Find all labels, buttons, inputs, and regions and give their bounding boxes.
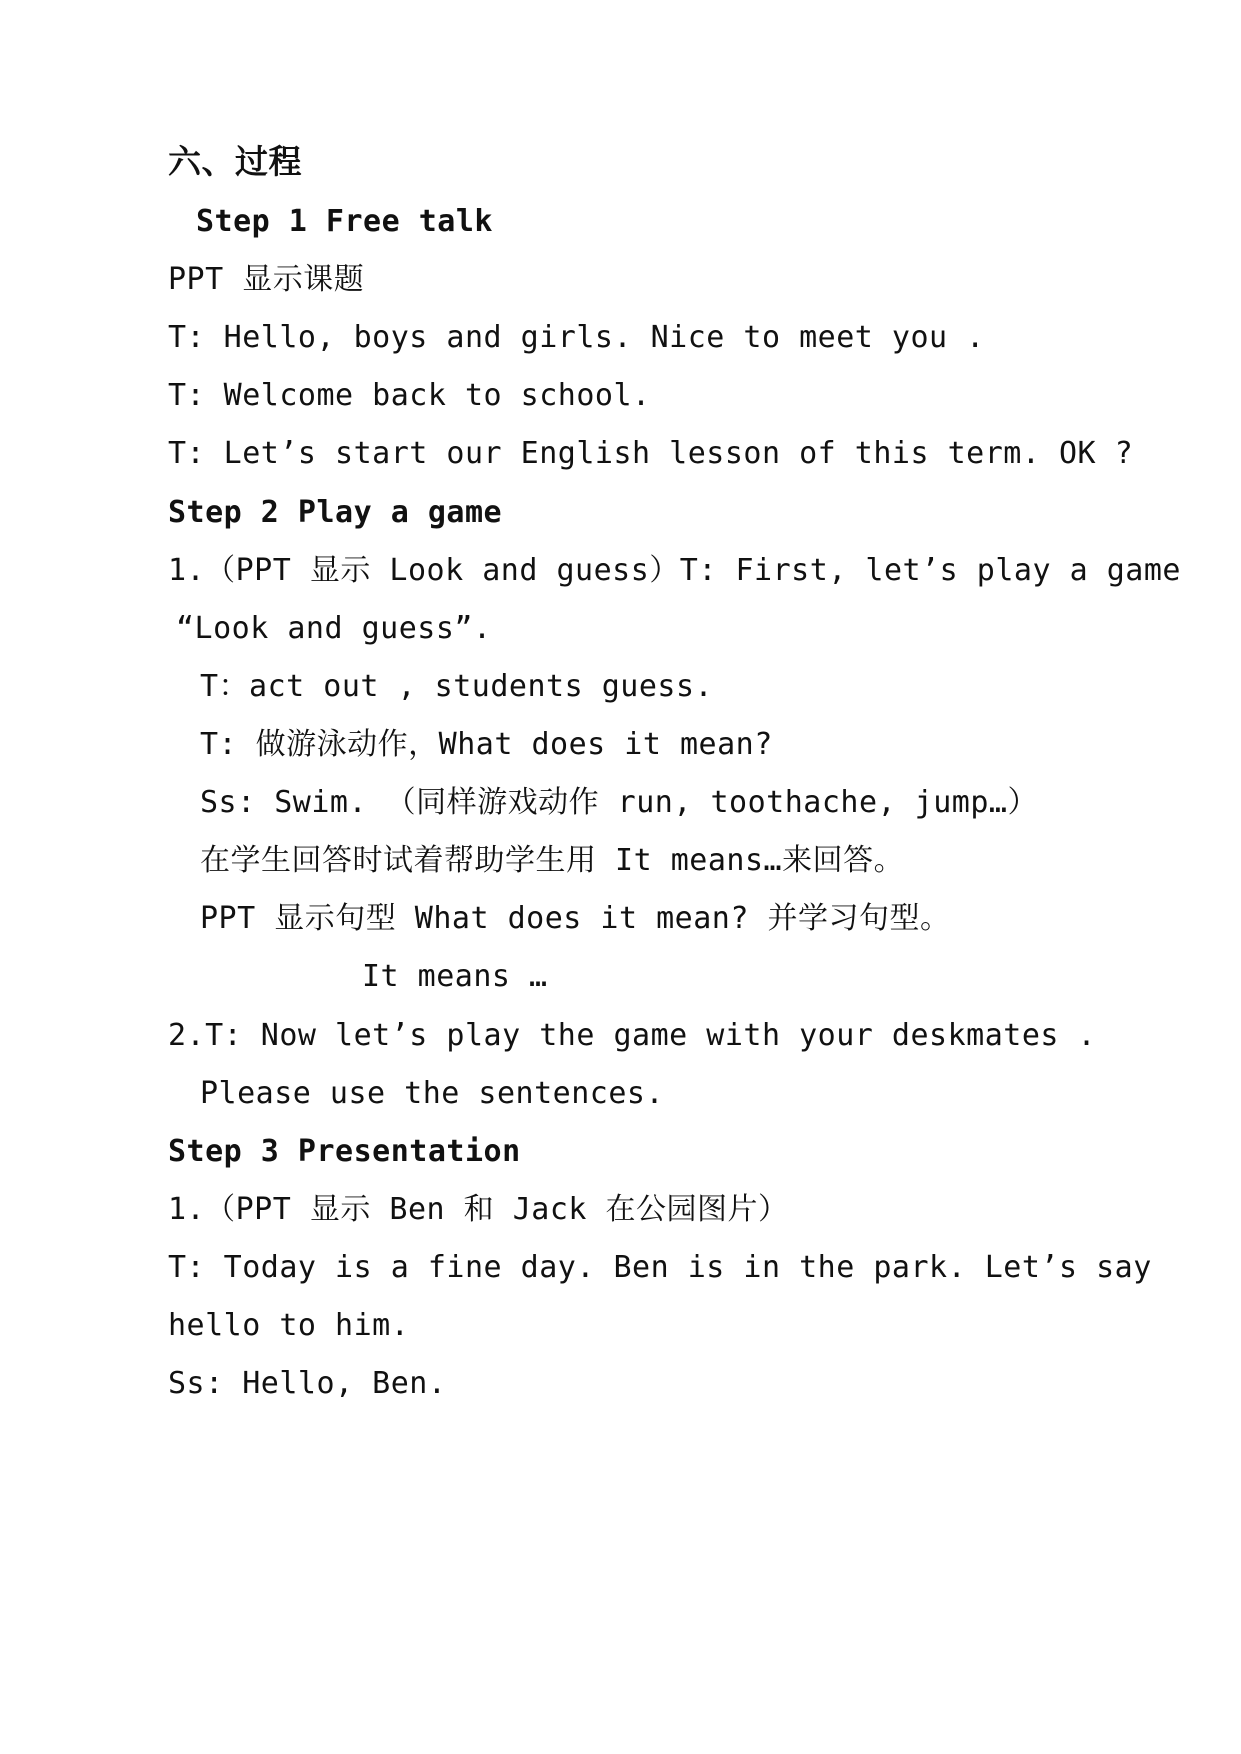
game-2-line-a: 2.T: Now let’s play the game with your deskmates . <box>168 1018 1097 1053</box>
step-2-heading: Step 2 Play a game <box>168 495 503 530</box>
ppt-pattern-line: PPT 显示句型 What does it mean? 并学习句型。 <box>200 901 951 936</box>
act-out-line: T：act out , students guess. <box>200 669 714 704</box>
step-1-heading: Step 1 Free talk <box>196 204 493 239</box>
hello-to-him-line: hello to him. <box>168 1308 410 1343</box>
game-1-line-a: 1.（PPT 显示 Look and guess）T: First, let’s play a game <box>168 553 1181 588</box>
help-answer-line: 在学生回答时试着帮助学生用 It means…来回答。 <box>200 843 905 878</box>
teacher-welcome-line: T: Welcome back to school. <box>168 378 651 413</box>
teacher-hello-line: T: Hello, boys and girls. Nice to meet you . <box>168 320 985 355</box>
section-heading: 六、过程 <box>168 142 302 181</box>
students-swim-line: Ss: Swim. （同样游戏动作 run, toothache, jump…） <box>200 785 1038 820</box>
step-3-heading: Step 3 Presentation <box>168 1134 521 1169</box>
teacher-today-line: T: Today is a fine day. Ben is in the park. Let’s say <box>168 1250 1152 1285</box>
ppt-title-line: PPT 显示课题 <box>168 262 365 297</box>
game-1-line-b: “Look and guess”. <box>176 611 492 646</box>
it-means-line: It means … <box>362 959 548 994</box>
game-2-line-b: Please use the sentences. <box>200 1076 665 1111</box>
presentation-1-line: 1.（PPT 显示 Ben 和 Jack 在公园图片） <box>168 1192 789 1227</box>
students-hello-line: Ss: Hello, Ben. <box>168 1366 447 1401</box>
teacher-lets-start-line: T: Let’s start our English lesson of this term. OK ? <box>168 436 1134 471</box>
swim-action-line: T: 做游泳动作，What does it mean? <box>200 727 773 762</box>
